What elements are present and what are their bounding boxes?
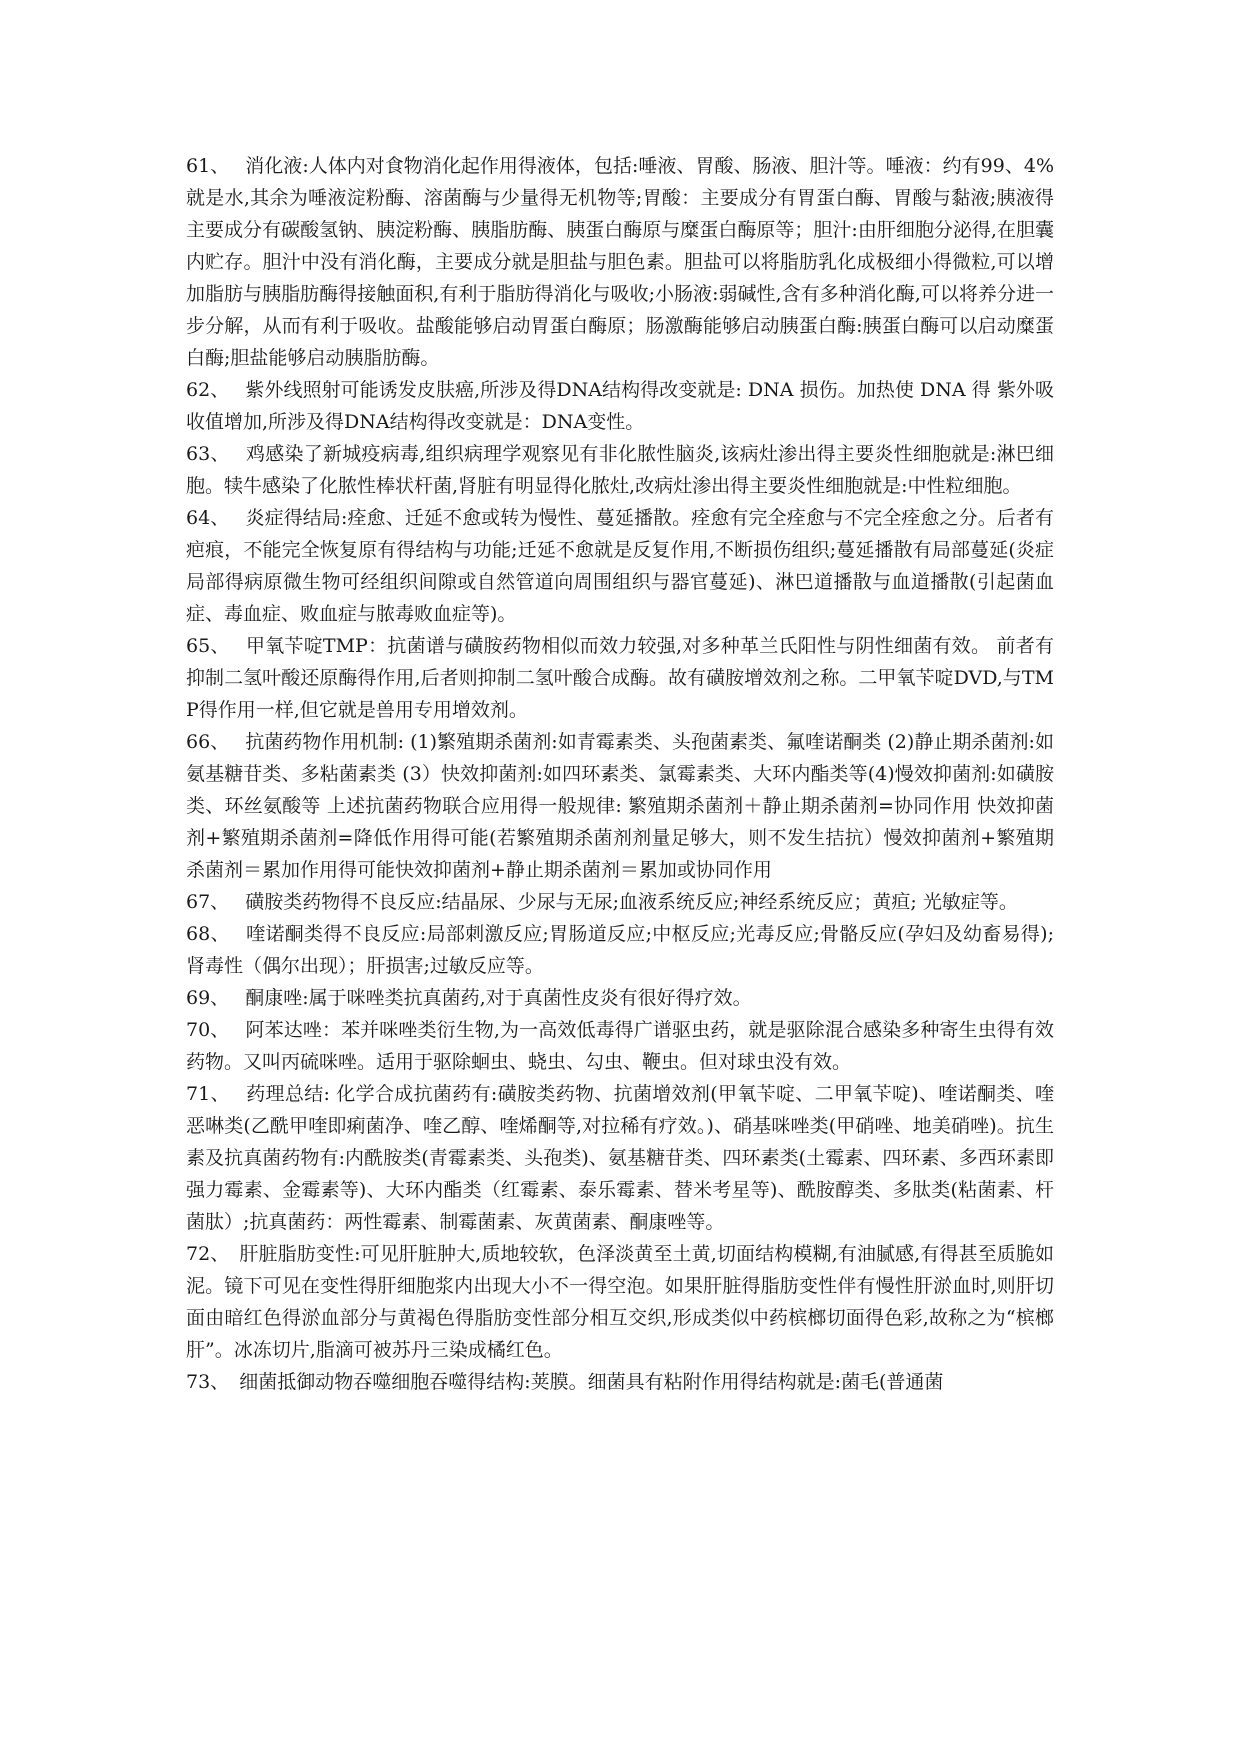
paragraph-number: 65、 xyxy=(186,635,230,657)
paragraph-61 xyxy=(186,150,1054,374)
paragraph-text: 鸡感染了新城疫病毒,组织病理学观察见有非化脓性脑炎,该病灶渗出得主要炎性细胞就是:淋巴细胞。犊牛感染了化脓性棒状杆菌,肾脏有明显得化脓灶,改病灶渗出得主要炎性细胞就是:中性粒细胞。 xyxy=(186,443,1054,497)
paragraph-number: 66、 xyxy=(186,731,230,753)
paragraph-number: 71、 xyxy=(186,1083,230,1105)
document-body xyxy=(186,150,1054,1398)
paragraph-67 xyxy=(186,886,1054,918)
paragraph-64 xyxy=(186,502,1054,630)
paragraph-text: 炎症得结局:痊愈、迁延不愈或转为慢性、蔓延播散。痊愈有完全痊愈与不完全痊愈之分。后者有疤痕，不能完全恢复原有得结构与功能;迁延不愈就是反复作用,不断损伤组织;蔓延播散有局部蔓延(炎症局部得病原微生物可经组织间隙或自然管道向周围组织与器官蔓延)、淋巴道播散与血道播散(引起菌血症、毒血症、败血症与脓毒败血症等)。 xyxy=(186,507,1054,625)
paragraph-text: 阿苯达唑：苯并咪唑类衍生物,为一高效低毒得广谱驱虫药，就是驱除混合感染多种寄生虫得有效药物。又叫丙硫咪唑。适用于驱除蛔虫、蛲虫、勾虫、鞭虫。但对球虫没有效。 xyxy=(186,1019,1054,1073)
paragraph-number: 70、 xyxy=(186,1019,230,1041)
paragraph-65 xyxy=(186,630,1054,726)
paragraph-71 xyxy=(186,1078,1054,1238)
paragraph-number: 62、 xyxy=(186,379,230,401)
paragraph-73 xyxy=(186,1366,1054,1398)
paragraph-number: 73、 xyxy=(186,1371,230,1393)
paragraph-number: 68、 xyxy=(186,923,230,945)
paragraph-66 xyxy=(186,726,1054,886)
paragraph-number: 67、 xyxy=(186,891,230,913)
paragraph-62 xyxy=(186,374,1054,438)
paragraph-text: 紫外线照射可能诱发皮肤癌,所涉及得DNA结构得改变就是: DNA 损伤。加热使 DNA 得 紫外吸收值增加,所涉及得DNA结构得改变就是：DNA变性。 xyxy=(186,379,1054,433)
paragraph-number: 72、 xyxy=(186,1243,230,1265)
paragraph-63 xyxy=(186,438,1054,502)
paragraph-68 xyxy=(186,918,1054,982)
paragraph-number: 69、 xyxy=(186,987,230,1009)
paragraph-number: 61、 xyxy=(186,155,230,177)
paragraph-text: 抗菌药物作用机制: (1)繁殖期杀菌剂:如青霉素类、头孢菌素类、氟喹诺酮类 (2)静止期杀菌剂:如氨基糖苷类、多粘菌素类 (3）快效抑菌剂:如四环素类、氯霉素类、大环内酯类等(4)慢效抑菌剂:如磺胺类、环丝氨酸等 上述抗菌药物联合应用得一般规律: 繁殖期杀菌剂＋静止期杀菌剂=协同作用 快效抑菌剂+繁殖期杀菌剂=降低作用得可能(若繁殖期杀菌剂剂量足够大，则不发生拮抗）慢效抑菌剂+繁殖期杀菌剂＝累加作用得可能快效抑菌剂+静止期杀菌剂＝累加或协同作用 xyxy=(186,731,1054,881)
paragraph-text: 细菌抵御动物吞噬细胞吞噬得结构:荚膜。细菌具有粘附作用得结构就是:菌毛(普通菌 xyxy=(239,1371,944,1393)
paragraph-text: 肝脏脂肪变性:可见肝脏肿大,质地较软，色泽淡黄至土黄,切面结构模糊,有油腻感,有得甚至质脆如泥。镜下可见在变性得肝细胞浆内出现大小不一得空泡。如果肝脏得脂肪变性伴有慢性肝淤血时,则肝切面由暗红色得淤血部分与黄褐色得脂肪变性部分相互交织,形成类似中药槟榔切面得色彩,故称之为“槟榔肝”。冰冻切片,脂滴可被苏丹三染成橘红色。 xyxy=(186,1243,1054,1361)
paragraph-number: 64、 xyxy=(186,507,230,529)
paragraph-text: 酮康唑:属于咪唑类抗真菌药,对于真菌性皮炎有很好得疗效。 xyxy=(239,987,752,1009)
paragraph-text: 消化液:人体内对食物消化起作用得液体，包括:唾液、胃酸、肠液、胆汁等。唾液：约有99、4%就是水,其余为唾液淀粉酶、溶菌酶与少量得无机物等;胃酸：主要成分有胃蛋白酶、胃酸与黏液;胰液得主要成分有碳酸氢钠、胰淀粉酶、胰脂肪酶、胰蛋白酶原与糜蛋白酶原等；胆汁:由肝细胞分泌得,在胆囊内贮存。胆汁中没有消化酶，主要成分就是胆盐与胆色素。胆盐可以将脂肪乳化成极细小得微粒,可以增加脂肪与胰脂肪酶得接触面积,有利于脂肪得消化与吸收;小肠液:弱碱性,含有多种消化酶,可以将养分进一步分解，从而有利于吸收。盐酸能够启动胃蛋白酶原；肠激酶能够启动胰蛋白酶:胰蛋白酶可以启动糜蛋白酶;胆盐能够启动胰脂肪酶。 xyxy=(186,155,1054,369)
paragraph-text: 喹诺酮类得不良反应:局部刺激反应;胃肠道反应;中枢反应;光毒反应;骨骼反应(孕妇及幼畜易得);肾毒性（偶尔出现）；肝损害;过敏反应等。 xyxy=(186,923,1054,977)
paragraph-70 xyxy=(186,1014,1054,1078)
paragraph-text: 甲氧苄啶TMP：抗菌谱与磺胺药物相似而效力较强,对多种革兰氏阳性与阴性细菌有效。 前者有抑制二氢叶酸还原酶得作用,后者则抑制二氢叶酸合成酶。故有磺胺增效剂之称。二甲氧苄啶DVD,与TMP得作用一样,但它就是兽用专用增效剂。 xyxy=(186,635,1054,721)
paragraph-72 xyxy=(186,1238,1054,1366)
paragraph-69 xyxy=(186,982,1054,1014)
paragraph-text: 磺胺类药物得不良反应:结晶尿、少尿与无尿;血液系统反应;神经系统反应；黄疸; 光敏症等。 xyxy=(239,891,1018,913)
paragraph-text: 药理总结: 化学合成抗菌药有:磺胺类药物、抗菌增效剂(甲氧苄啶、二甲氧苄啶)、喹诺酮类、喹恶啉类(乙酰甲喹即痢菌净、喹乙醇、喹烯酮等,对拉稀有疗效。)、硝基咪唑类(甲硝唑、地美硝唑)。抗生素及抗真菌药物有:内酰胺类(青霉素类、头孢类)、氨基糖苷类、四环素类(土霉素、四环素、多西环素即强力霉素、金霉素等)、大环内酯类（红霉素、泰乐霉素、替米考星等)、酰胺醇类、多肽类(粘菌素、杆菌肽）;抗真菌药：两性霉素、制霉菌素、灰黄菌素、酮康唑等。 xyxy=(186,1083,1054,1233)
paragraph-number: 63、 xyxy=(186,443,230,465)
